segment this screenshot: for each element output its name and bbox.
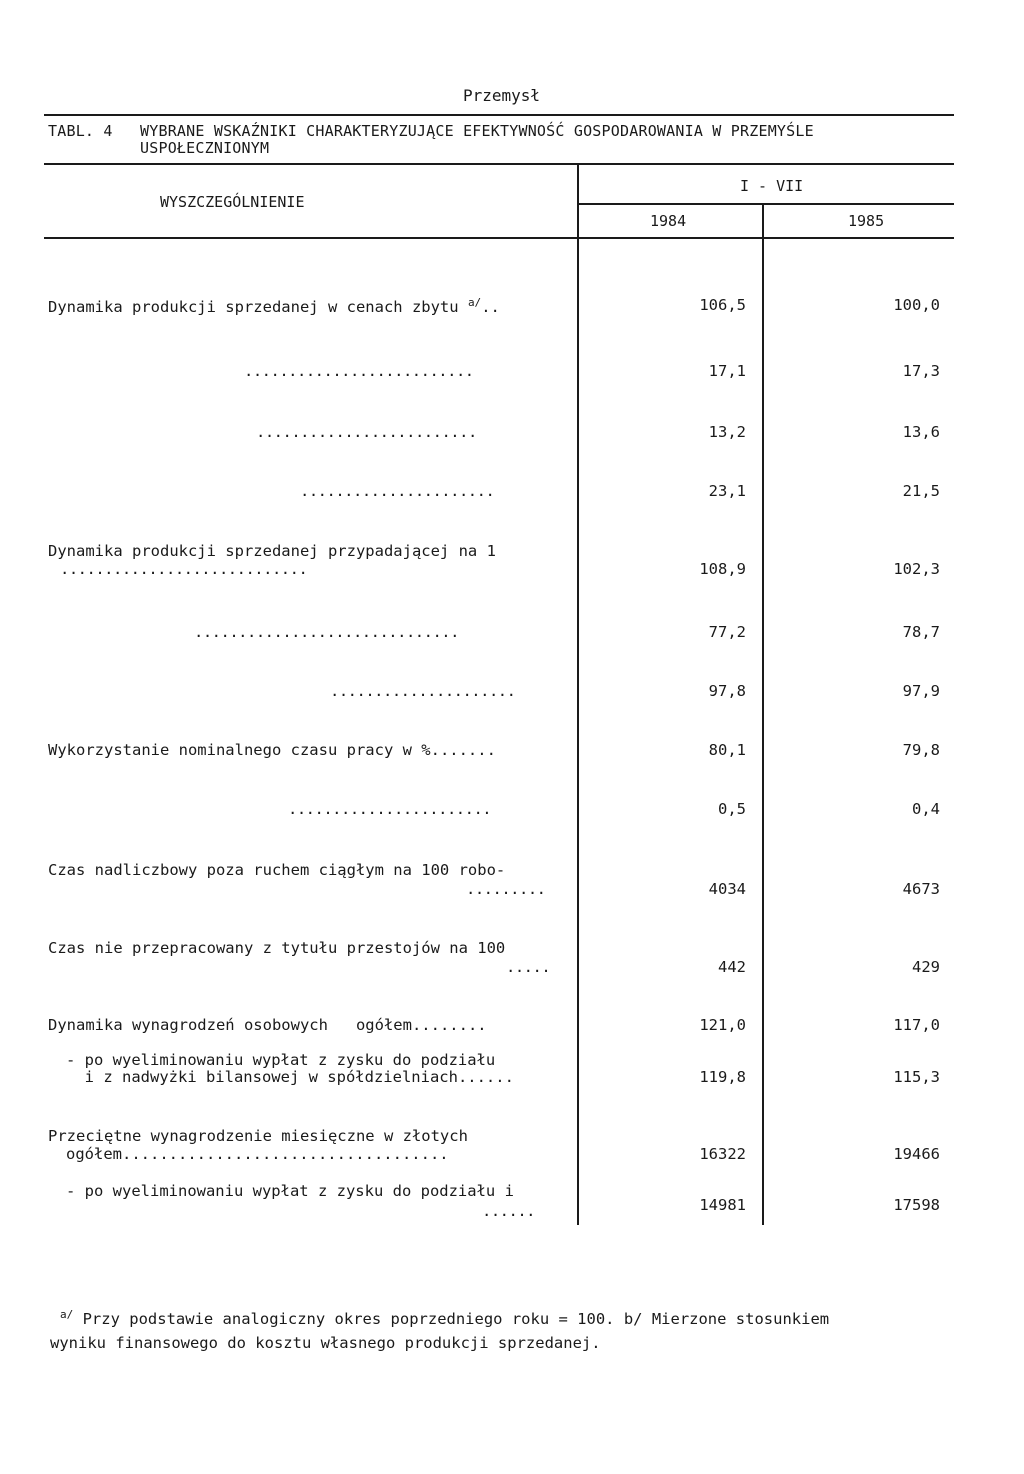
cell-1984: 119,8 bbox=[699, 1068, 746, 1086]
row-label: Czas nadliczbowy poza ruchem ciągłym na 100 robo- bbox=[48, 861, 506, 879]
cell-1985: 97,9 bbox=[902, 682, 940, 700]
row-label-continued: ogółem................................... bbox=[66, 1145, 449, 1163]
row-label: - po wyeliminowaniu wypłat z zysku do podziału i bbox=[66, 1182, 514, 1200]
cell-1984: 106,5 bbox=[699, 296, 746, 314]
row-leader-dots: .............................. bbox=[194, 623, 459, 641]
row-label: Przeciętne wynagrodzenie miesięczne w złotych bbox=[48, 1127, 468, 1145]
row-leader-dots: ............................ bbox=[60, 560, 308, 578]
table-number: TABL. 4 bbox=[48, 122, 113, 140]
row-label: Wykorzystanie nominalnego czasu pracy w %....... bbox=[48, 741, 496, 759]
header-bottom-rule bbox=[44, 237, 954, 239]
cell-1985: 117,0 bbox=[893, 1016, 940, 1034]
cell-1985: 115,3 bbox=[893, 1068, 940, 1086]
cell-1985: 13,6 bbox=[902, 423, 940, 441]
cell-1984: 13,2 bbox=[708, 423, 746, 441]
row-label: Dynamika wynagrodzeń osobowych ogółem........ bbox=[48, 1016, 487, 1034]
cell-1984: 442 bbox=[718, 958, 746, 976]
row-label-continued: i z nadwyżki bilansowej w spółdzielniach...... bbox=[66, 1068, 514, 1086]
row-leader-dots: ...................... bbox=[300, 482, 495, 500]
cell-1984: 121,0 bbox=[699, 1016, 746, 1034]
col-1984-header: 1984 bbox=[650, 212, 687, 230]
period-header: I - VII bbox=[740, 177, 804, 195]
stub-column-divider bbox=[577, 165, 579, 1225]
top-rule bbox=[44, 114, 954, 116]
stub-header: WYSZCZEGÓLNIENIE bbox=[160, 193, 305, 211]
table-title-line1: WYBRANE WSKAŹNIKI CHARAKTERYZUJĄCE EFEKTYWNOŚĆ GOSPODAROWANIA W PRZEMYŚLE bbox=[140, 122, 814, 140]
cell-1984: 23,1 bbox=[708, 482, 746, 500]
cell-1984: 17,1 bbox=[708, 362, 746, 380]
period-rule bbox=[577, 203, 954, 205]
cell-1985: 17,3 bbox=[902, 362, 940, 380]
cell-1984: 4034 bbox=[708, 880, 746, 898]
row-label: Dynamika produkcji sprzedanej w cenach zbytu $^{a/}$.. bbox=[48, 296, 500, 317]
cell-1984: 77,2 bbox=[708, 623, 746, 641]
row-leader-dots: ....................... bbox=[288, 800, 492, 818]
row-leader-dots: ..... bbox=[506, 958, 551, 976]
year-column-divider bbox=[762, 205, 764, 1225]
cell-1985: 17598 bbox=[893, 1196, 940, 1214]
row-leader-dots: ......... bbox=[466, 880, 546, 898]
page-header: Przemysł bbox=[463, 86, 541, 105]
cell-1984: 108,9 bbox=[699, 560, 746, 578]
cell-1984: 97,8 bbox=[708, 682, 746, 700]
row-label: Czas nie przepracowany z tytułu przestojów na 100 bbox=[48, 939, 506, 957]
table-title-line2: USPOŁECZNIONYM bbox=[140, 139, 270, 157]
footnote-line1: $^{a/}$ Przy podstawie analogiczny okres poprzedniego roku = 100. b/ Mierzone stosunkiem bbox=[60, 1308, 830, 1329]
cell-1985: 100,0 bbox=[893, 296, 940, 314]
cell-1985: 4673 bbox=[902, 880, 940, 898]
cell-1984: 80,1 bbox=[708, 741, 746, 759]
cell-1985: 79,8 bbox=[902, 741, 940, 759]
row-leader-dots: ..................... bbox=[330, 682, 516, 700]
row-leader-dots: ......................... bbox=[256, 423, 477, 441]
cell-1985: 78,7 bbox=[902, 623, 940, 641]
cell-1985: 102,3 bbox=[893, 560, 940, 578]
row-label: - po wyeliminowaniu wypłat z zysku do podziału bbox=[66, 1051, 496, 1069]
row-leader-dots: ...... bbox=[482, 1202, 535, 1220]
cell-1984: 0,5 bbox=[718, 800, 746, 818]
col-1985-header: 1985 bbox=[848, 212, 885, 230]
cell-1985: 19466 bbox=[893, 1145, 940, 1163]
footnote-line2: wyniku finansowego do kosztu własnego produkcji sprzedanej. bbox=[50, 1334, 601, 1352]
cell-1985: 21,5 bbox=[902, 482, 940, 500]
cell-1985: 429 bbox=[912, 958, 940, 976]
cell-1985: 0,4 bbox=[912, 800, 940, 818]
cell-1984: 16322 bbox=[699, 1145, 746, 1163]
row-label: Dynamika produkcji sprzedanej przypadającej na 1 bbox=[48, 542, 496, 560]
row-leader-dots: .......................... bbox=[244, 362, 474, 380]
header-top-rule bbox=[44, 163, 954, 165]
cell-1984: 14981 bbox=[699, 1196, 746, 1214]
